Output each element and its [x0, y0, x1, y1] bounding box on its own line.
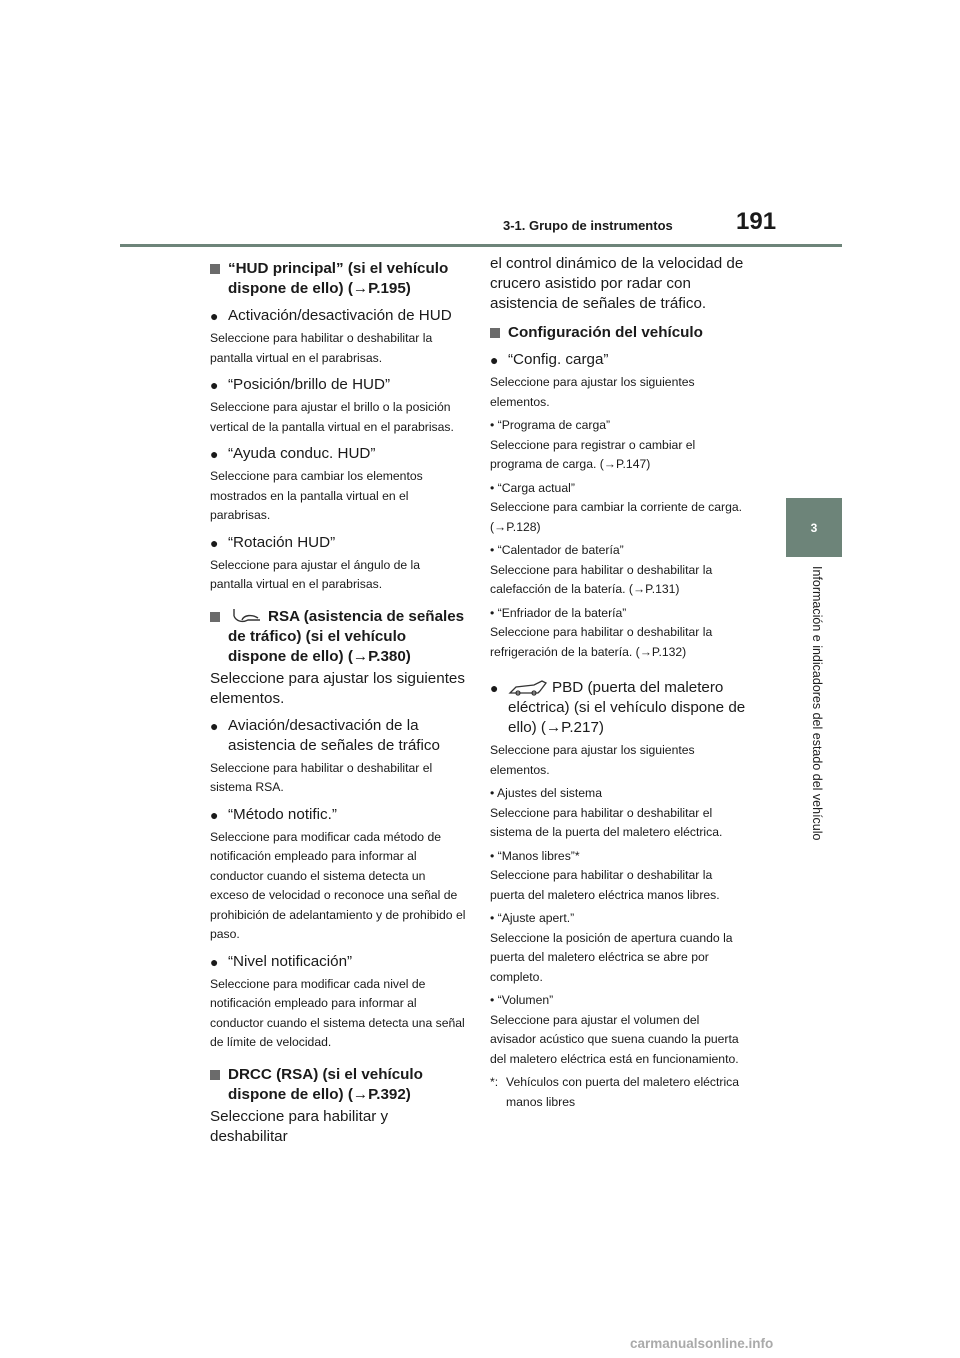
bullet-icon: ● [210, 717, 219, 734]
rsa-item: ● “Método notific.” [210, 805, 337, 823]
right-column [490, 252, 748, 1112]
pbd-desc: Seleccione para ajustar los siguientes elementos. [490, 743, 695, 777]
hud-item: ● “Ayuda conduc. HUD” [210, 445, 376, 462]
carga-sub-title: • “Enfriador de la batería” [490, 605, 627, 620]
hud-item: ● “Posición/brillo de HUD” [210, 376, 391, 393]
bullet-icon: ● [210, 534, 219, 551]
watermark: carmanualsonline.info [630, 1336, 774, 1351]
chapter-tab [786, 498, 842, 557]
bullet-icon: ● [210, 806, 219, 823]
square-bullet-icon [210, 612, 220, 622]
drcc-body-continued: el control dinámico de la velocidad de crucero asistido por radar con asistencia de señales de tráfico. [490, 255, 744, 312]
square-bullet-icon [490, 328, 500, 338]
carga-desc: Seleccione para ajustar los siguientes elementos. [490, 375, 695, 409]
pbd-sub-desc: Seleccione la posición de apertura cuando la puerta del maletero eléctrica se abre por completo. [490, 930, 733, 984]
pbd-sub-title: • Ajustes del sistema [490, 786, 602, 800]
rsa-intro: Seleccione para ajustar los siguientes elementos. [210, 669, 465, 707]
bullet-icon: ● [210, 953, 219, 970]
pbd-sub-desc: Seleccione para ajustar el volumen del avisador acústico que suena cuando la puerta del maletero eléctrica está en funcionamiento. [490, 1012, 739, 1066]
drcc-body: Seleccione para habilitar y deshabilitar [210, 1107, 389, 1145]
rsa-item-desc: Seleccione para modificar cada método de notificación empleado para informar al conductor cuando el sistema detecta un exceso de velocidad o reconoce una señal de prohibición de adelantamiento y de prohibido el paso. [210, 829, 466, 942]
hud-item: ● Activación/desactivación de HUD [210, 307, 452, 324]
bullet-icon: ● [210, 377, 219, 393]
hud-item-desc: Seleccione para habilitar o deshabilitar la pantalla virtual en el parabrisas. [210, 331, 433, 365]
heading-rsa: RSA (asistencia de señales de tráfico) (si el vehículo dispone de ello) (→P.380) [210, 607, 466, 667]
rsa-item-desc: Seleccione para habilitar o deshabilitar el sistema RSA. [210, 760, 433, 795]
square-bullet-icon [210, 264, 220, 274]
heading-config: Configuración del vehículo [490, 323, 748, 343]
bullet-icon: ● [210, 308, 219, 324]
bullet-icon: ● [490, 352, 499, 368]
chapter-title: Información e indicadores del estado del vehículo [810, 566, 824, 841]
section-title: 3-1. Grupo de instrumentos [503, 218, 673, 233]
pbd-sub-desc: Seleccione para habilitar o deshabilitar la puerta del maletero eléctrica manos libres. [490, 868, 720, 902]
footnote-mark: *: [490, 1075, 499, 1089]
carga-sub-title: • “Carga actual” [490, 480, 575, 495]
header-rule [120, 244, 842, 247]
page-number: 191 [736, 208, 777, 235]
square-bullet-icon [210, 1070, 220, 1080]
pbd-sub-title: • “Volumen” [490, 993, 554, 1007]
car-tailgate-icon [508, 679, 548, 697]
bullet-icon: ● [210, 446, 219, 462]
rsa-item-desc: Seleccione para modificar cada nivel de notificación empleado para informar al conductor cuando el sistema detecta una señal de límite de velocidad. [210, 976, 465, 1050]
traffic-sign-icon [228, 607, 264, 627]
carga-sub-title: • “Programa de carga” [490, 418, 611, 432]
footnote-text: Vehículos con puerta del maletero eléctrica manos libres [506, 1075, 740, 1109]
footnote [490, 1073, 748, 1112]
pbd-sub-title: • “Manos libres”* [490, 848, 580, 863]
carga-sub-desc: Seleccione para habilitar o deshabilitar la refrigeración de la batería. (→P.132) [490, 625, 713, 659]
pbd-sub-title: • “Ajuste apert.” [490, 911, 575, 925]
hud-item-desc: Seleccione para ajustar el brillo o la posición vertical de la pantalla virtual en el parabrisas. [210, 400, 454, 434]
chapter-number: 3 [810, 520, 818, 535]
hud-item-desc: Seleccione para cambiar los elementos mostrados en la pantalla virtual en el parabrisas. [210, 469, 423, 522]
pbd-item: ● PBD (puerta del maletero eléctrica) (si el vehículo dispone de ello) (→P.217) [490, 679, 746, 736]
carga-sub-title: • “Calentador de batería” [490, 543, 624, 557]
hud-item: ● “Rotación HUD” [210, 533, 336, 551]
heading-drcc: DRCC (RSA) (si el vehículo dispone de ello) (→P.392) [210, 1065, 466, 1105]
rsa-item: ● “Nivel notificación” [210, 952, 353, 970]
left-column [210, 252, 466, 1149]
heading-hud: “HUD principal” (si el vehículo dispone de ello) (→P.195) [210, 259, 466, 299]
carga-sub-desc: Seleccione para cambiar la corriente de carga. (→P.128) [490, 500, 743, 534]
rsa-item: ● Aviación/desactivación de la asistencia de señales de tráfico [210, 716, 440, 754]
hud-item-desc: Seleccione para ajustar el ángulo de la pantalla virtual en el parabrisas. [210, 557, 421, 591]
carga-sub-desc: Seleccione para habilitar o deshabilitar la calefacción de la batería. (→P.131) [490, 562, 713, 596]
bullet-icon: ● [490, 680, 499, 696]
carga-sub-desc: Seleccione para registrar o cambiar el programa de carga. (→P.147) [490, 437, 696, 471]
carga-item: ● “Config. carga” [490, 351, 609, 368]
pbd-sub-desc: Seleccione para habilitar o deshabilitar el sistema de la puerta del maletero eléctrica. [490, 805, 723, 839]
